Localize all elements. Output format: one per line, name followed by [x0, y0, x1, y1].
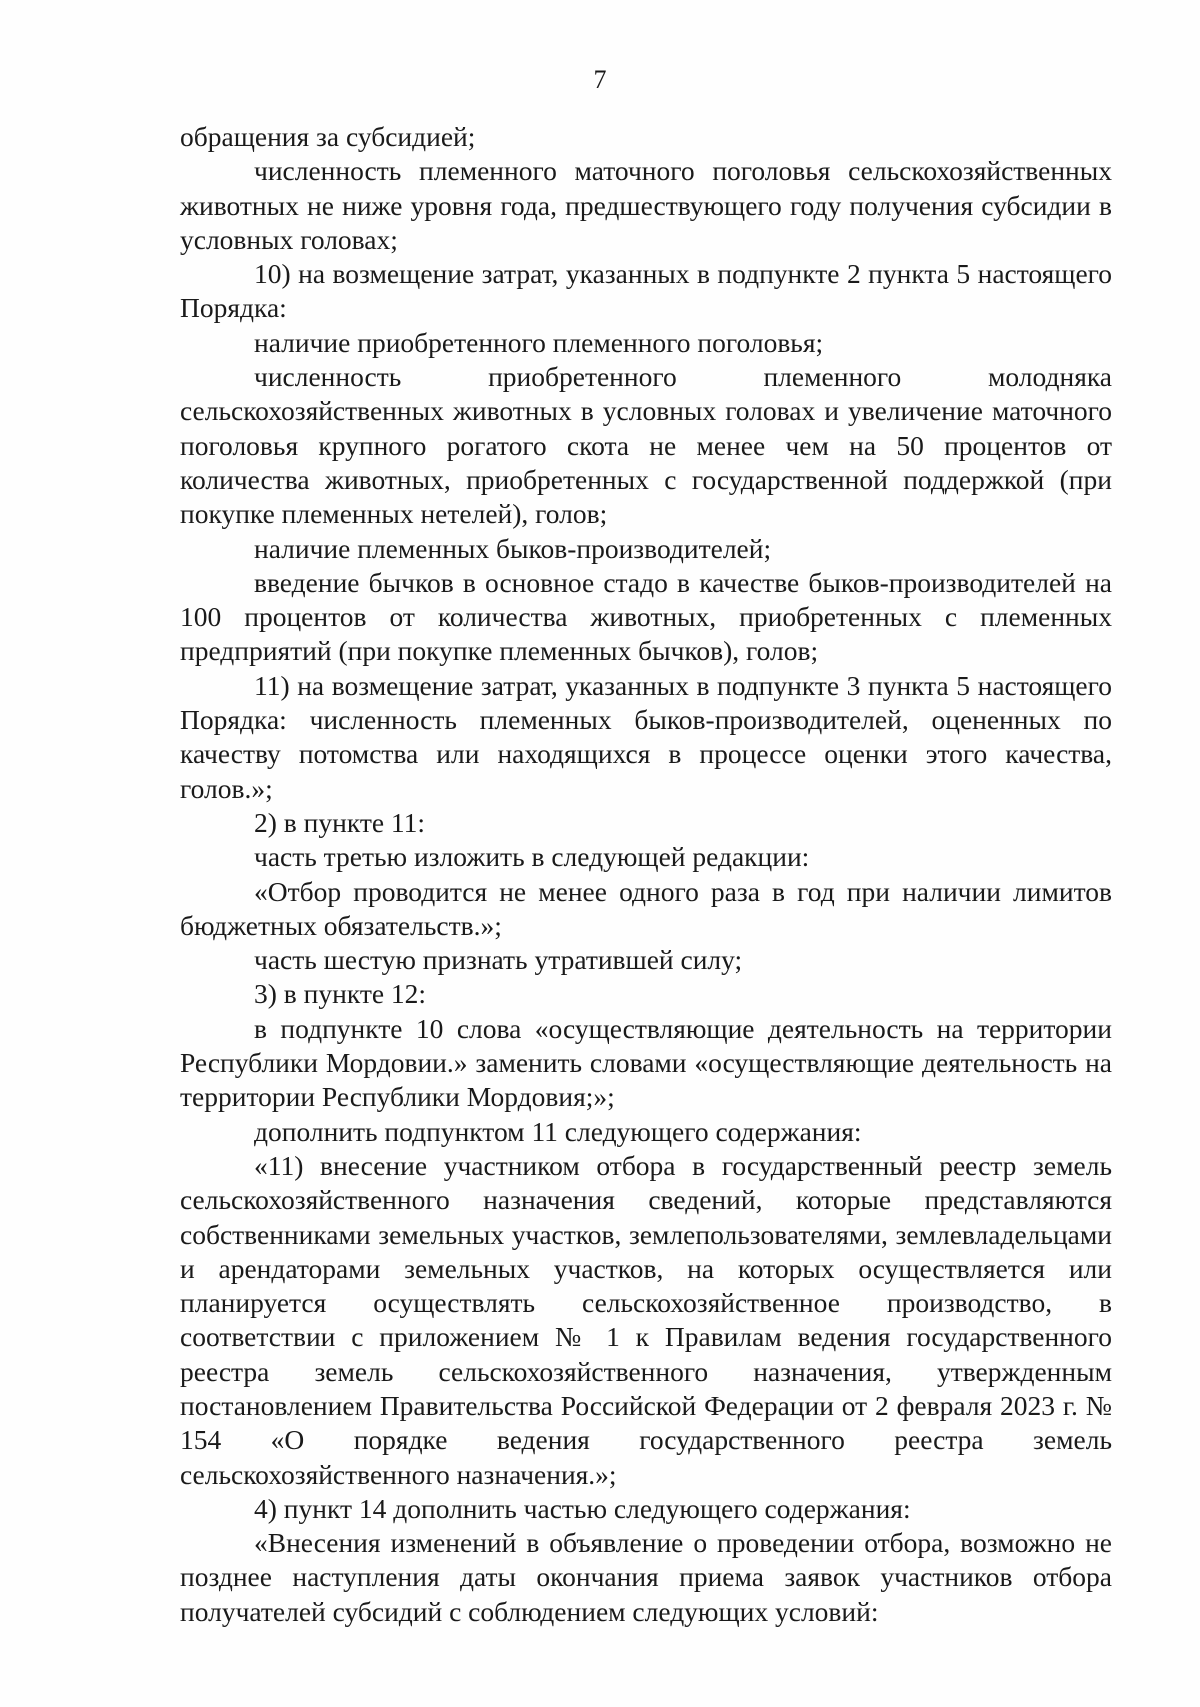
paragraph-18: «Внесения изменений в объявление о проведении отбора, возможно не позднее наступления даты окончания приема заявок участников отбора получателей субсидий с соблюдением следующих условий: [180, 1527, 1112, 1627]
paragraph-15: дополнить подпунктом 11 следующего содержания: [254, 1115, 862, 1147]
paragraph-3: 10) на возмещение затрат, указанных в подпункте 2 пункта 5 настоящего Порядка: [180, 258, 1112, 324]
paragraph-1: обращения за субсидией; [180, 121, 476, 152]
document-body [180, 120, 1112, 1629]
paragraph-10: часть третью изложить в следующей редакции: [254, 841, 810, 873]
paragraph-5: численность приобретенного племенного молодняка сельскохозяйственных животных в условных головах и увеличение маточного поголовья крупного рогатого скота не менее чем на 50 процентов от количества животных, приобретенных с государственной поддержкой (при покупке племенных нетелей), голов; [180, 361, 1112, 530]
paragraph-12: часть шестую признать утратившей силу; [254, 944, 743, 976]
paragraph-8: 11) на возмещение затрат, указанных в подпункте 3 пункта 5 настоящего Порядка: численность племенных быков-производителей, оцененных по качеству потомства или находящихся в процессе оценки этого качества, голов.»; [180, 669, 1112, 804]
paragraph-16: «11) внесение участником отбора в государственный реестр земель сельскохозяйственного назначения сведений, которые представляются собственниками земельных участков, землепользователями, землевладельцами и арендаторами земельных участков, на которых осуществляется или планируется осуществлять сельскохозяйственное производство, в соответствии с приложением № 1 к Правилам ведения государственного реестра земель сельскохозяйственного назначения, утвержденным постановлением Правительства Российской Федерации от 2 февраля 2023 г. № 154 «О порядке ведения государственного реестра земель сельскохозяйственного назначения.»; [180, 1149, 1112, 1490]
paragraph-6: наличие племенных быков-производителей; [254, 532, 772, 564]
paragraph-2: численность племенного маточного поголовья сельскохозяйственных животных не ниже уровня года, предшествующего году получения субсидии в условных головах; [180, 155, 1112, 255]
paragraph-14: в подпункте 10 слова «осуществляющие деятельность на территории Республики Мордовии.» заменить словами «осуществляющие деятельность на территории Республики Мордовия;»; [180, 1012, 1112, 1113]
paragraph-7: введение бычков в основное стадо в качестве быков-производителей на 100 процентов от количества животных, приобретенных с племенных предприятий (при покупке племенных бычков), голов; [180, 566, 1112, 667]
page-number: 7 [593, 65, 607, 94]
paragraph-13: 3) в пункте 12: [254, 978, 427, 1010]
paragraph-9: 2) в пункте 11: [254, 806, 426, 838]
paragraph-17: 4) пункт 14 дополнить частью следующего содержания: [254, 1492, 911, 1524]
paragraph-4: наличие приобретенного племенного поголовья; [254, 326, 824, 358]
paragraph-11: «Отбор проводится не менее одного раза в год при наличии лимитов бюджетных обязательств.»; [180, 875, 1112, 941]
